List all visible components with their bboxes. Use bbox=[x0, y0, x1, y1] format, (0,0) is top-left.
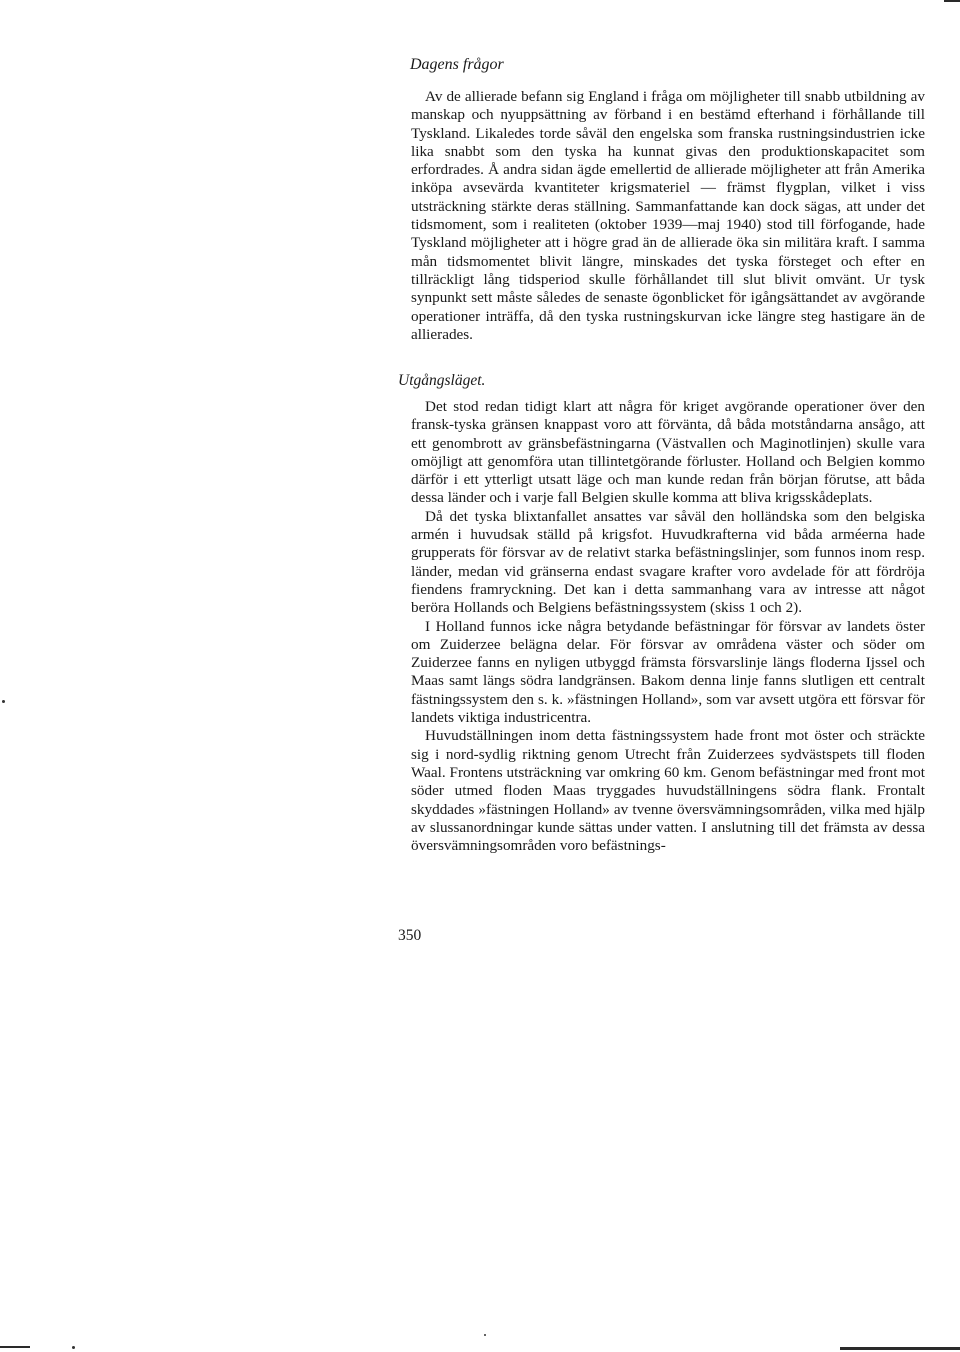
paragraph: Av de allierade befann sig England i fråga om möjligheter till snabb utbildning av manskap och nyuppsättning av förband i en bestämd efterhand i förhållande till Tyskland. Likaledes torde såväl den engelska som franska rustningsindustrien icke lika snabbt som den tyska ha kunnat givas den produktionskapacitet som erfordrades. Å andra sidan ägde emellertid de allierade möjligheter att från Amerika inköpa avsevärda kvantiteter krigsmateriel — främst flygplan, vilket i viss utsträckning stärkte deras ställning. Sammanfattande kan dock sägas, att under det tidsmoment, som i realiteten (oktober 1939—maj 1940) stod till förfogande, hade Tyskland möjligheter att i högre grad än de allierade öka sin militära kraft. I samma mån tidsmomentet blivit längre, minskades det tyska försteget och efter en tillräckligt lång tidsperiod skulle förhållandet till slut blivit omvänt. Ur tysk synpunkt sett måste således de senaste ögonblicket för igångsättandet av avgörande operationer inträffa, då den tyska rustningskurvan icke längre steg hastigare än de allierades. bbox=[411, 88, 925, 343]
text-block-main bbox=[411, 398, 925, 855]
sub-heading: Utgångsläget. bbox=[398, 372, 486, 389]
text-block-intro bbox=[411, 88, 925, 344]
scan-artifact-line-left bbox=[0, 1346, 30, 1348]
scan-artifact-line-right bbox=[840, 1347, 960, 1350]
section-heading: Dagens frågor bbox=[410, 56, 504, 73]
paragraph: I Holland funnos icke några betydande befästningar för försvar av landets öster om Zuiderzee belägna delar. För försvar av områdena väster och söder om Zuiderzee fanns en nyligen utbyggd främsta försvarslinje längs floderna Ijssel och Maas samt längs södra landgränsen. Bakom denna linje fanns slutligen ett centralt fästningssystem den s. k. »fästningen Holland», som var avsett utgöra ett försvar för landets viktiga industricentra. bbox=[411, 617, 925, 727]
paragraph: Huvudställningen inom detta fästningssystem hade front mot öster och sträckte sig i nord-sydlig riktning genom Utrecht från Zuiderzees sydvästspets till floden Waal. Frontens utsträckning var omkring 60 km. Genom befästningar med front mot söder utmed floden Maas tryggades huvudställningens södra flank. Frontalt skyddades »fästningen Holland» av tvenne översvämningsområden, vilka med hjälp av slussanordningar kunde sättas under vatten. I anslutning till det främsta av dessa översvämningsområden voro befästnings- bbox=[411, 727, 925, 855]
page-number: 350 bbox=[398, 927, 422, 944]
scan-artifact-dot bbox=[2, 700, 5, 703]
scan-artifact-dot bbox=[484, 1334, 486, 1336]
scan-artifact-line-top bbox=[944, 0, 960, 2]
paragraph: Det stod redan tidigt klart att några för kriget avgörande operationer över den fransk-tyska gränsen knappast voro att förvänta, då båda motståndarna ansågo, att ett genombrott av gränsbefästningarna (Västvallen och Maginotlinjen) skulle vara omöjligt att genomföra utan tillintetgörande förluster. Holland och Belgien kommo därför i ett ytterligt utsatt läge och man kunde redan från början förutse, att båda dessa länder och i varje fall Belgien skulle komma att bliva krigsskådeplats. bbox=[411, 398, 925, 507]
paragraph: Då det tyska blixtanfallet ansattes var såväl den holländska som den belgiska armén i huvudsak ställd på krigsfot. Huvudkrafterna vid båda arméerna hade grupperats för försvar av de relativt starka befästningslinjer, som funnos inom resp. länder, medan vid gränserna endast svagare krafter voro avdelade för att fördröja fiendens framryckning. Det kan i detta sammanhang vara av intresse att något beröra Hollands och Belgiens befästningssystem (skiss 1 och 2). bbox=[411, 507, 925, 617]
scan-artifact-dot bbox=[72, 1346, 75, 1349]
